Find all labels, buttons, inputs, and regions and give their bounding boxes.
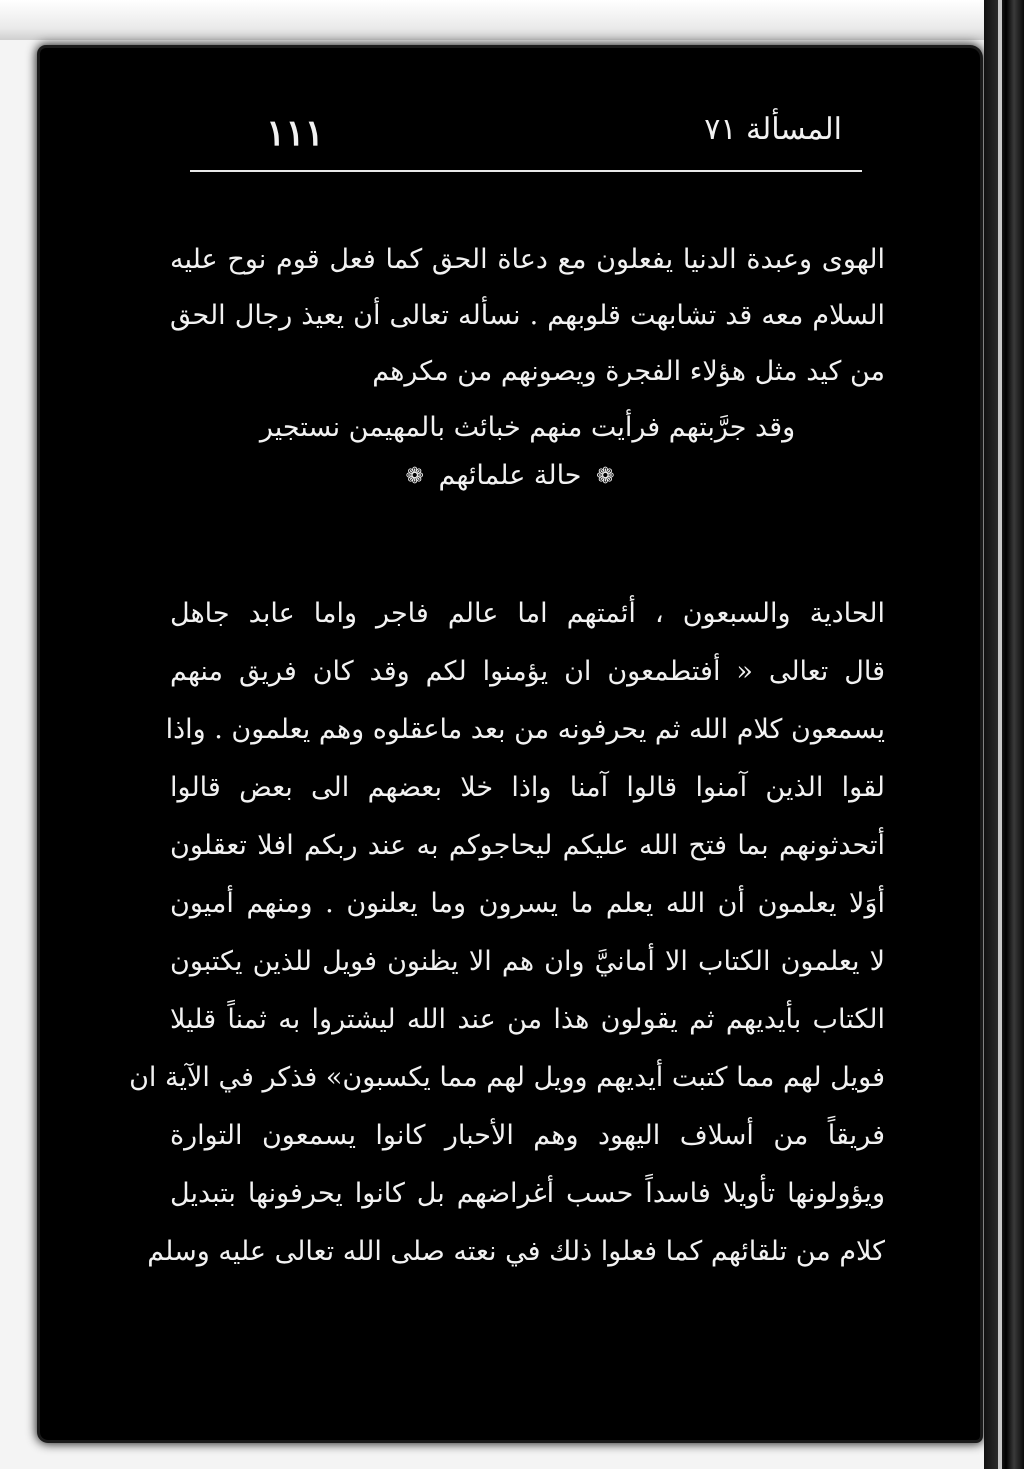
text-line: الكتاب بأيديهم ثم يقولون هذا من عند الله ليشتروا به ثمناً قليلا [170, 1004, 885, 1035]
book-binding [984, 0, 1024, 1469]
text-line: السلام معه قد تشابهت قلوبهم . نسأله تعالى أن يعيذ رجال الحق [170, 300, 885, 331]
body-text [129, 585, 885, 1281]
binding-highlight [998, 0, 1002, 1469]
text-line: فريقاً من أسلاف اليهود وهم الأحبار كانوا يسمعون التوارة [170, 1120, 885, 1151]
text-line: فويل لهم مما كتبت أيديهم وويل لهم مما يكسبون» فذكر في الآية ان [129, 1062, 885, 1093]
section-title-text: حالة علمائهم [438, 460, 582, 491]
text-line: أوَلا يعلمون أن الله يعلم ما يسرون وما يعلنون . ومنهم أميون [170, 888, 885, 919]
text-line: لقوا الذين آمنوا قالوا آمنا واذا خلا بعضهم الى بعض قالوا [170, 772, 885, 803]
section-title [380, 460, 640, 491]
text-line: ويؤولونها تأويلا فاسداً حسب أغراضهم بل كانوا يحرفونها بتبديل [170, 1178, 885, 1209]
verse-line: وقد جرَّبتهم فرأيت منهم خبائث بالمهيمن نستجير [259, 412, 796, 443]
text-line: لا يعلمون الكتاب الا أمانيَّ وان هم الا يظنون فويل للذين يكتبون [170, 946, 885, 977]
page-top-edge [0, 0, 1024, 40]
header-rule [190, 170, 862, 172]
text-line: قال تعالى « أفتطمعون ان يؤمنوا لكم وقد كان فريق منهم [170, 656, 885, 687]
page-header [222, 112, 852, 172]
page-number: ١١١ [266, 112, 325, 154]
text-line: من كيد مثل هؤلاء الفجرة ويصونهم من مكرهم [372, 356, 885, 387]
ornament-icon: ❁ [596, 464, 615, 489]
text-line: كلام من تلقائهم كما فعلوا ذلك في نعته صلى الله تعالى عليه وسلم [147, 1236, 885, 1267]
opening-paragraph [170, 232, 885, 456]
text-line: الحادية والسبعون ، أئمتهم اما عالم فاجر واما عابد جاهل [170, 598, 885, 629]
text-line: أتحدثونهم بما فتح الله عليكم ليحاجوكم به عند ربكم افلا تعقلون [170, 830, 885, 861]
section-label: المسألة ٧١ [704, 112, 842, 147]
text-line: الهوى وعبدة الدنيا يفعلون مع دعاة الحق كما فعل قوم نوح عليه [170, 244, 885, 275]
ornament-icon: ❁ [405, 464, 424, 489]
text-line: يسمعون كلام الله ثم يحرفونه من بعد ماعقلوه وهم يعلمون . واذا [165, 714, 885, 745]
